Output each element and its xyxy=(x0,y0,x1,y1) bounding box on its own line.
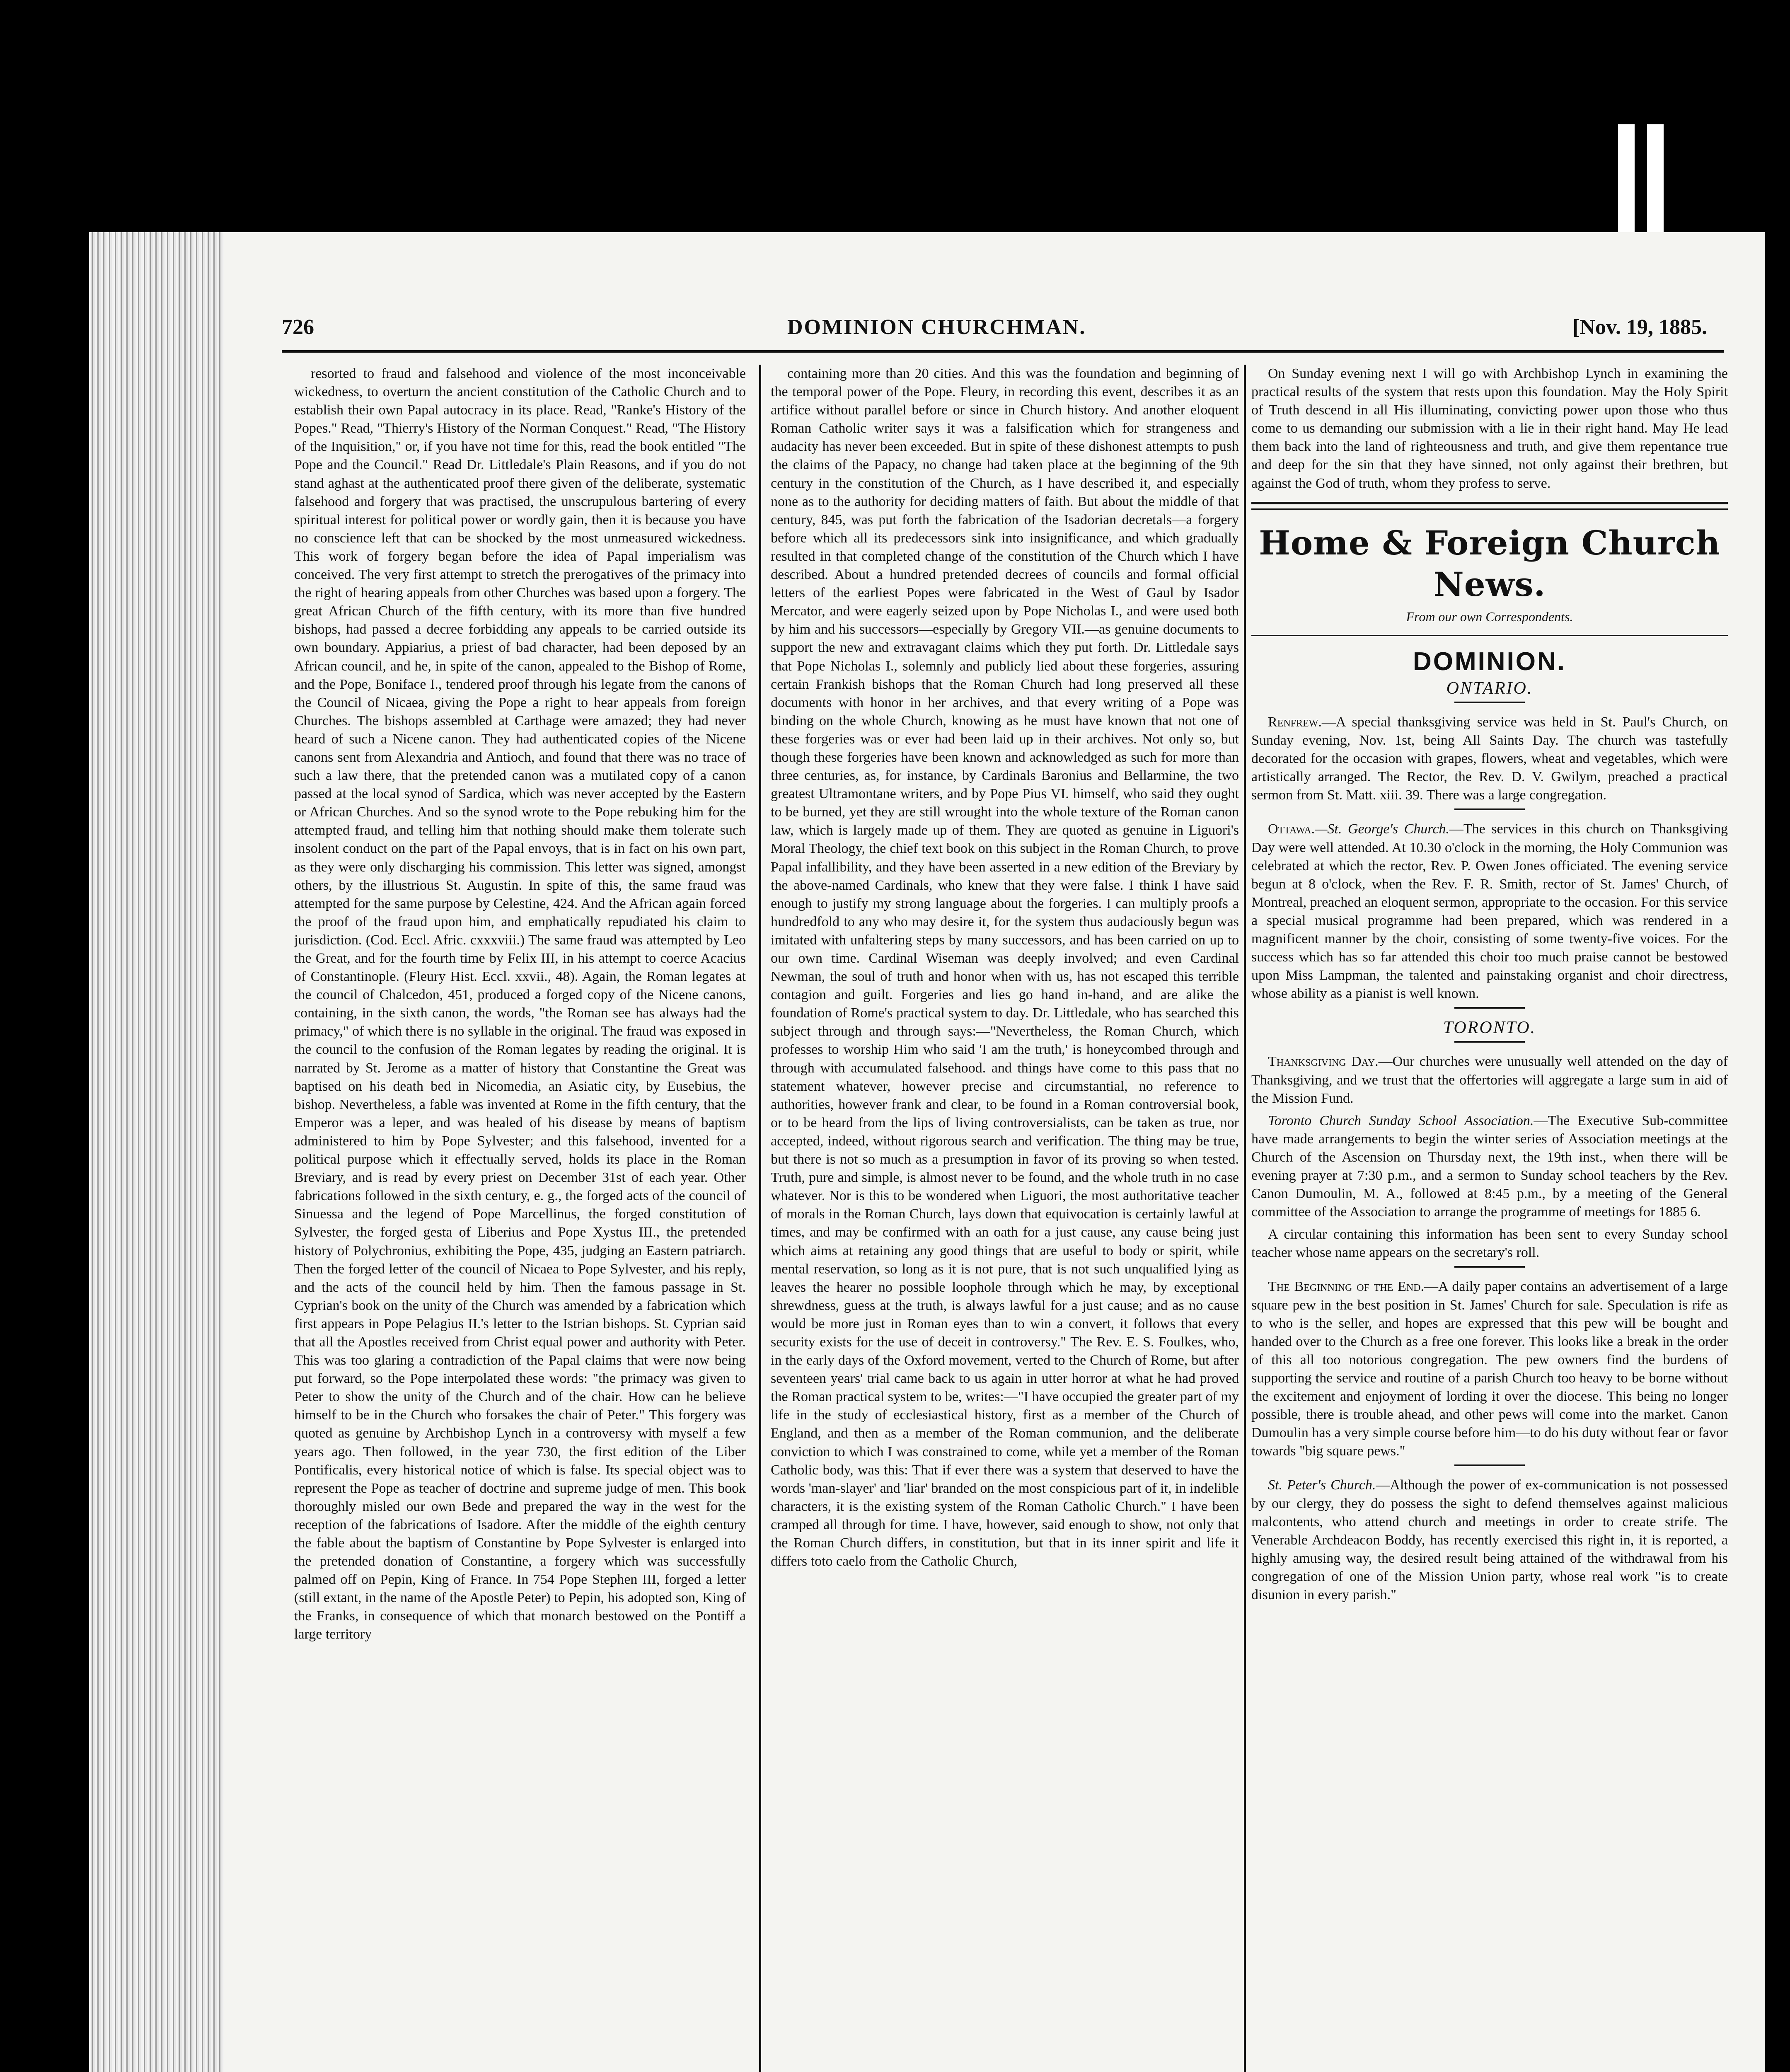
column-2 xyxy=(771,365,1239,2072)
banner-rule xyxy=(1251,502,1728,504)
publication-title: DOMINION CHURCHMAN. xyxy=(787,315,1086,339)
page-number: 726 xyxy=(282,315,314,339)
subheading-toronto: TORONTO. xyxy=(1443,1018,1536,1038)
item-text: —The Executive Sub-committee have made arrangements to begin the winter series of Association meetings at the Church of the Ascension on Thursday next, the 19th inst., when there will be evening prayer at 7:30 p.m., and a sermon to Sunday school teachers by the Rev. Canon Dumoulin, M. A., followed at 8:45 p.m., by a meeting of the General committee of the Association to arrange the programme of meetings for 1885 6. xyxy=(1251,1113,1728,1220)
column-divider xyxy=(1244,365,1246,2072)
header-rule xyxy=(282,350,1724,353)
article-text: containing more than 20 cities. And this was the foundation and beginning of the temporal power of the Pope. Fleury, in recording this event, describes it as an artifice without parallel before or since in Church history. And another eloquent Roman Catholic writer says it was a falsification which for strangeness and audacity has never been exceeded. But in spite of these dishonest attempts to push the claims of the Papacy, no change had taken place at the beginning of the 9th century in the constitution of the Church, as I have described it, and especially none as to the authority for deciding matters of faith. But about the middle of that century, 845, was put forth the fabrication of the Isadorian decretals—a forgery before which all its predecessors sink into insignificance, and which gradually resulted in that completed change of the constitution of the Church which I have described. About a hundred pretended decrees of councils and formal official letters of the earliest Popes were fabricated in the West of Gaul by Isador Mercator, and were eagerly seized upon by Pope Nicholas I., and were used both by him and his successors—especially by Gregory VII.—as genuine documents to support the new and extravagant claims which they put forth. Dr. Littledale says that Pope Nicholas I., solemnly and publicly lied about these forgeries, assuring certain Frankish bishops that the Roman Church had long preserved all these documents with honor in her archives, and that every writing of a Pope was binding on the whole Church, knowing as he must have known that not one of these forgeries was or ever had been laid up in their archives. Not only so, but though these forgeries have been known and acknowledged as such for more than three centuries, as, for instance, by Cardinals Baronius and Bellarmine, the two greatest Ultramontane writers, and by Pope Pius VI. himself, who said they ought to be burned, yet they are still wrought into the whole texture of the Roman canon law, which is largely made up of them. They are quoted as genuine in Liguori's Moral Theology, the chief text book on this subject in the Roman Church, to prove Papal infallibility, and they have been asserted in a new edition of the Breviary by the above-named Cardinals, who knew that they were false. I think I have said enough to justify my strong language about the forgeries. I can multiply proofs a hundredfold to any who may desire it, for the system thus audaciously begun was imitated with unfaltering steps by many successors, and has been carried on up to our own time. Cardinal Wiseman was deeply involved; and even Cardinal Newman, the soul of truth and honor when with us, has not escaped this terrible contagion and guilt. Forgeries and lies go hand in-hand, and are alike the foundation of Rome's practical system to day. Dr. Littledale, who has searched this subject through and through says:—"Nevertheless, the Roman Church, which professes to worship Him who said 'I am the truth,' is honeycombed through and through with accumulated falsehood. and things have come to this pass that no statement whatever, however precise and circumstantial, no reference to authorities, however frank and clear, to be found in a Roman controversial book, or to be heard from the lips of living controversialists, can be taken as true, nor accepted, indeed, without rigorous search and verification. The thing may be true, but there is not so much as a presumption in favor of its proving so when tested. Truth, pure and simple, is almost never to be found, and the whole truth in no case whatever. Nor is this to be wondered when Liguori, the most authoritative teacher of morals in the Roman Church, lays down that equivocation is certainly lawful at times, and may be confirmed with an oath for a just cause, any cause being just which aims at retaining any good things that are useful to body or spirit, while mental reservation, so long as it is not pure, that is not such unqualified lying as leaves the hearer no possible loophole through which he may, by exceptional shrewdness, guess at the truth, is always lawful for a just cause; and as no cause would be more just in Roman eyes than to win a convert, it follows that every security exists for the use of deceit in controversy." The Rev. E. S. Foulkes, who, in the early days of the Oxford movement, verted to the Church of Rome, but after seventeen years' trial came back to us again in utter horror at what he had proved the Roman practical system to be, writes:—"I have occupied the greater part of my life in the study of ecclesiastical history, first as a member of the Church of England, and then as a member of the Roman communion, and the deliberate conviction to which I was constrained to come, while yet a member of the Roman Catholic body, was this: That if ever there was a system that deserved to have the words 'man-slayer' and 'liar' branded on the most conspicious part of it, in indelible characters, it is the existing system of the Roman Catholic Church." I have been cramped all through for time. I have, however, said enough to show, not only that the Roman Church differs, in constitution, but that in its inner spirit and life it differs toto caelo from the Catholic Church, xyxy=(771,366,1239,1569)
item-lead: The Beginning of the End. xyxy=(1268,1279,1424,1295)
column-3 xyxy=(1251,365,1728,2072)
news-item xyxy=(1251,1476,1728,1604)
article-text: resorted to fraud and falsehood and violence of the most inconceivable wickedness, to overturn the ancient constitution of the Catholic Church and to establish their own Papal autocracy in its place. Read, "Ranke's History of the Popes." Read, "Thierry's History of the Norman Conquest." Read, "The History of the Inquisition," or, if you have not time for this, read the book entitled "The Pope and the Council." Read Dr. Littledale's Plain Reasons, and if you do not stand aghast at the authenticated proof there given of the deliberate, systematic falsehood and forgery that was practised, the unscrupulous bartering of every spiritual interest for political power or wordly gain, then it is because you have no conscience left that can be shocked by the most unmeasured wickedness. This work of forgery began before the idea of Papal imperialism was conceived. The very first attempt to stretch the prerogatives of the primacy into the right of hearing appeals from other Churches was based upon a forgery. The great African Church of the fifth century, with its more than five hundred bishops, had passed a decree forbidding any appeals to be carried outside its own boundary. Appiarius, a priest of bad character, had been deposed by an African council, and he, in spite of the canon, appealed to the Bishop of Rome, and the Pope, Boniface I., tendered proof through his legate from the canons of the Council of Nicaea, giving the Pope a right to hear appeals from foreign Churches. The bishops assembled at Carthage were amazed; they had never heard of such a Nicene canon. They had authenticated copies of the Nicene canons sent from Alexandria and Antioch, and found that there was no trace of such a law there, that the pretended canon was a mutilated copy of a canon passed at the local synod of Sardica, which was never accepted by the Eastern or African Churches. And so the synod wrote to the Pope rebuking him for the attempted fraud, and telling him that nothing should make them tolerate such insolent conduct on the part of the Papal envoys, that is in fact on his own part, as they were only discharging his commission. This letter was signed, amongst others, by the illustrious St. Augustin. In spite of this, the same fraud was attempted for the same purpose by Celestine, 424. And the African again forced the proof of the fraud upon him, and emphatically repudiated his claim to jurisdiction. (Cod. Eccl. Afric. cxxxviii.) The same fraud was attempted by Leo the Great, and for the fourth time by Felix III, in his attempt to coerce Acacius of Constantinople. (Fleury Hist. Eccl. xxvii., 48). Again, the Roman legates at the council of Chalcedon, 451, produced a forged copy of the Nicene canons, containing, in the sixth canon, the words, "the Roman see has always had the primacy," of which there is no syllable in the original. The fraud was exposed in the council to the confusion of the Roman legates by reading the original. It is narrated by St. Jerome as a matter of history that Constantine the Great was baptised on his death bed in Nicomedia, an Asiatic city, by Eusebius, the bishop. Nevertheless, a fable was invented at Rome in the fifth century, that the Emperor was a leper, and was healed of his disease by means of baptism administered to him by Pope Sylvester; and this falsehood, invented for a political purpose which it effectually served, holds its place in the Roman Breviary, and is read by every priest on December 31st of each year. Other fabrications followed in the sixth century, e. g., the forged acts of the council of Sinuessa and the legend of Pope Marcellinus, the forged constitution of Sylvester, the forged gesta of Liberius and Pope Xystus III., the pretended history of Polychronius, exhibiting the Pope, 435, judging an Eastern patriarch. Then the forged letter of the council of Nicaea to Pope Sylvester, and his reply, and the acts of the council held by him. Then the famous passage in St. Cyprian's book on the unity of the Church was amended by a fabrication which first appears in Pope Pelagius II.'s letter to the Istrian bishops. St. Cyprian said that all the Apostles received from Christ equal power and authority with Peter. This was too glaring a contradiction of the Papal claims that were now being put forward, so the Pope interpolated these words: "the primacy was given to Peter to show the unity of the Church and of the chair. How can he believe himself to be in the Church who forsakes the chair of Peter." This forgery was quoted as genuine by Archbishop Lynch in a controversy with myself a few years ago. Then followed, in the year 730, the first edition of the Liber Pontificalis, every historical notice of which is false. Its special object was to represent the Pope as teacher of doctrine and supreme judge of men. This book thoroughly misled our own Bede and prepared the way in the west for the reception of the fabrications of Isadore. After the middle of the eighth century the fable about the baptism of Constantine by Pope Sylvester is enlarged into the pretended donation of Constantine, a forgery which was successfully palmed off on Pepin, King of France. In 754 Pope Stephen III, forged a letter (still extant, in the name of the Apostle Peter) to Pepin, his adopted son, King of the Franks, in consequence of which that monarch bestowed on the Pontiff a large territory xyxy=(294,366,746,1642)
item-lead: St. Peter's Church. xyxy=(1268,1477,1376,1493)
news-item xyxy=(1251,1112,1728,1222)
banner-subtitle: From our own Correspondents. xyxy=(1406,609,1573,624)
newspaper-page xyxy=(224,232,1765,2072)
item-text: —Our churches were unusually well attended on the day of Thanksgiving, and we trust that the offertories will aggregate a large sum in aid of the Mission Fund. xyxy=(1251,1054,1728,1106)
short-rule xyxy=(1454,702,1525,703)
short-rule xyxy=(1454,808,1525,810)
short-rule xyxy=(1454,1464,1525,1466)
item-text: A circular containing this information has been sent to every Sunday school teacher whose name appears on the secretary's roll. xyxy=(1251,1227,1728,1261)
news-item xyxy=(1251,1053,1728,1107)
item-text: —Although the power of ex-communication is not possessed by our clergy, they do possess the sight to defend themselves against malicious malcontents, who attend church and meetings in order to create strife. The Venerable Archdeacon Boddy, has recently exercised this right in, it is reported, a highly amusing way, the desired result being attained of the withdrawal from his congregation of one of the Mission Union party, whose real work "is to create disunion in every parish." xyxy=(1251,1477,1728,1602)
section-banner: Home & Foreign Church News. xyxy=(1259,523,1720,604)
news-item xyxy=(1251,1278,1728,1460)
item-text: —A daily paper contains an advertisement of a large square pew in the best position in St. James' Church for sale. Speculation is rife as to who is the seller, and hopes are expressed that this pew will be bought and handed over to the Church as a free one forever. This looks like a break in the order of this all too notorious congregation. The pew owners find the burdens of supporting the service and routine of a parish Church too heavy to be borne without the excitement and enjoyment of lording it over the diocese. This being no longer possible, there is trouble ahead, and other pews will come into the market. Canon Dumoulin has a very simple course before him—to do his duty without fear or favor towards "big square pews." xyxy=(1251,1279,1728,1459)
short-rule xyxy=(1454,1266,1525,1268)
article-text: On Sunday evening next I will go with Archbishop Lynch in examining the practical results of the system that rests upon this foundation. May the Holy Spirit of Truth descend in all His illuminating, convicting power upon those who thus come to us demanding our submission with a lie in their right hand. May He lead them back into the land of righteousness and truth, and give them repentance true and deep for the sin that they have sinned, not only against their brethren, but against the God of truth, whom they profess to serve. xyxy=(1251,366,1728,491)
item-lead: Renfrew. xyxy=(1268,714,1322,730)
short-rule xyxy=(1454,1041,1525,1043)
news-item xyxy=(1251,820,1728,1003)
page-header xyxy=(282,315,1724,348)
banner-divider xyxy=(1251,635,1728,636)
item-lead: Ottawa. xyxy=(1268,821,1315,837)
news-item xyxy=(1251,713,1728,804)
item-lead: Toronto Church Sunday School Association. xyxy=(1268,1113,1534,1128)
item-sublead: —St. George's Church. xyxy=(1315,821,1449,837)
item-text: —The services in this church on Thanksgiving Day were well attended. At 10.30 o'clock in the morning, the Holy Communion was celebrated at which the rector, Rev. P. Owen Jones officiated. The evening service begun at 8 o'clock, when the Rev. F. R. Smith, rector of St. James' Church, of Montreal, preached an eloquent sermon, appropriate to the occasion. For this service a special musical programme had been prepared, which was rendered in a magnificent manner by the choir, consisting of some twenty-five voices. For the success which has so far attended this choir too much praise cannot be bestowed upon Miss Lampman, the talented and painstaking organist and choir directress, whose ability as a pianist is well known. xyxy=(1251,821,1728,1002)
item-lead: Thanksgiving Day. xyxy=(1268,1054,1379,1070)
news-item xyxy=(1251,1225,1728,1262)
item-text: —A special thanksgiving service was held in St. Paul's Church, on Sunday evening, Nov. 1st, being All Saints Day. The church was tastefully decorated for the occasion with grapes, flowers, wheat and vegetables, which were artistically arranged. The Rector, the Rev. D. V. Gwilym, preached a practical sermon from St. Matt. xiii. 39. There was a large congregation. xyxy=(1251,714,1728,803)
issue-date: [Nov. 19, 1885. xyxy=(1572,315,1707,339)
section-heading-dominion: DOMINION. xyxy=(1413,647,1567,676)
short-rule xyxy=(1454,1007,1525,1009)
book-page-edges xyxy=(89,232,238,2072)
column-1 xyxy=(294,365,746,2072)
banner-rule xyxy=(1251,508,1728,510)
subheading-ontario: ONTARIO. xyxy=(1446,678,1533,698)
column-divider xyxy=(759,365,761,2072)
